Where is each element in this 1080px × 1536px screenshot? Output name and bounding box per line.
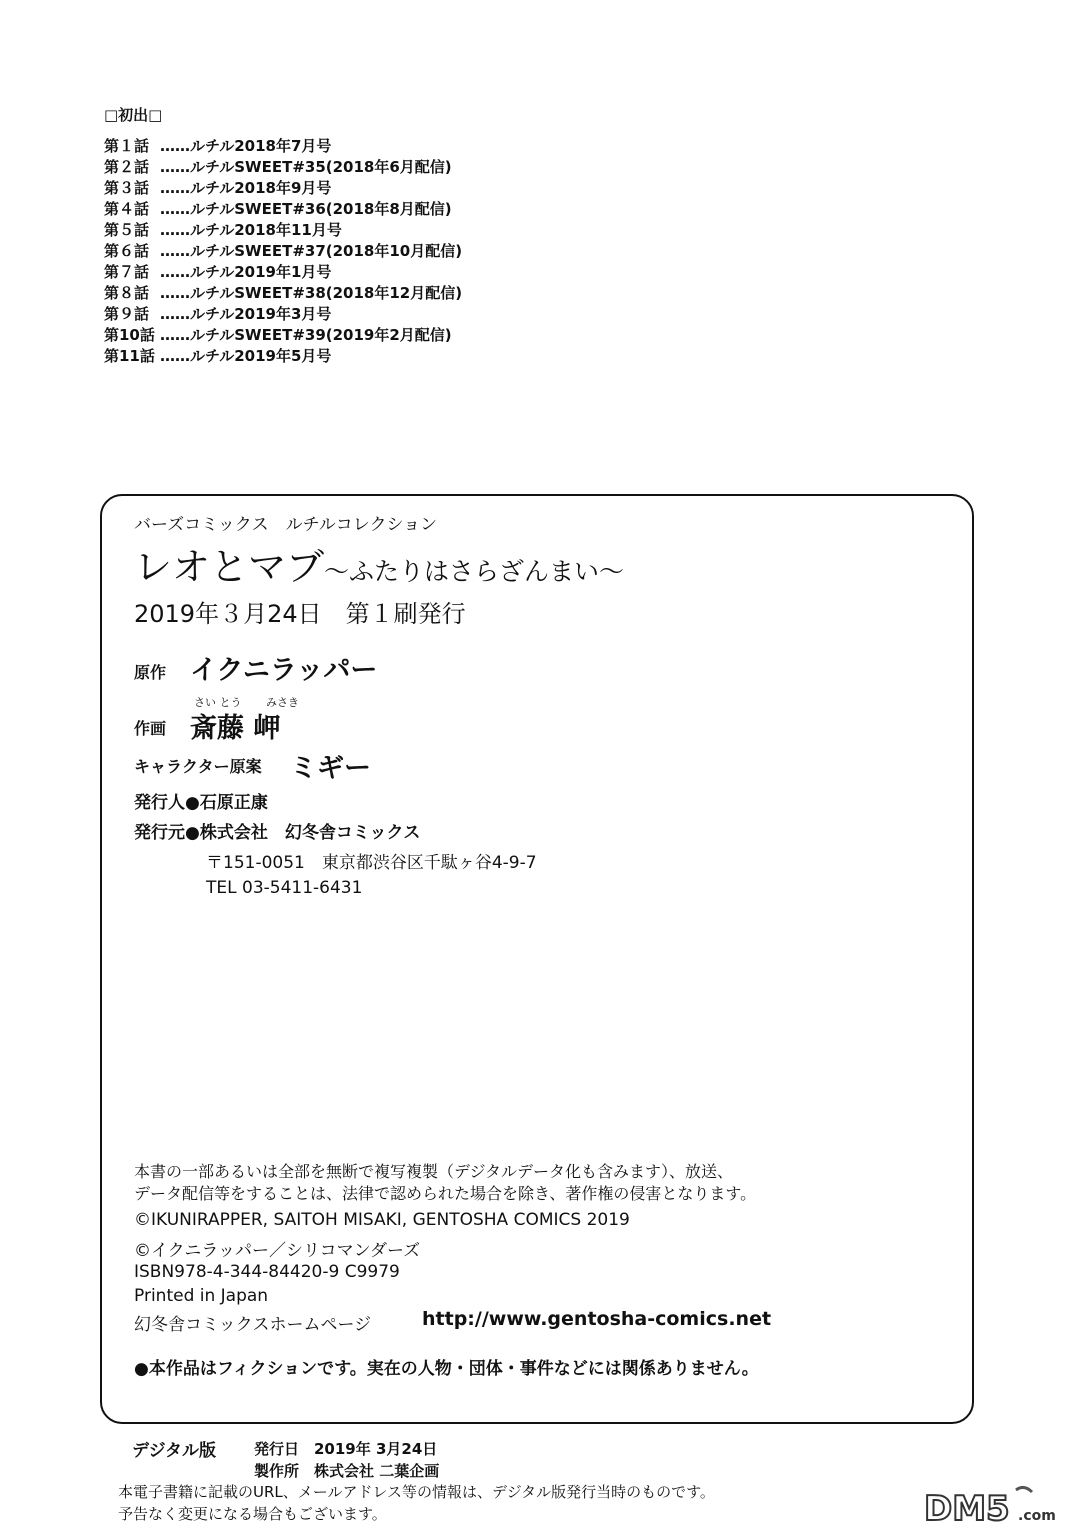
episode-number: 第５話 <box>104 221 150 239</box>
first-publication-entry <box>104 304 462 325</box>
episode-source: ……ルチル2018年9月号 <box>160 179 332 197</box>
episode-number: 第３話 <box>104 179 150 197</box>
book-subtitle: ～ふたりはさらざんまい～ <box>324 557 625 586</box>
art-label: 作画 <box>134 719 167 738</box>
episode-source: ……ルチル2019年1月号 <box>160 263 332 281</box>
episode-source: ……ルチル2018年11月号 <box>160 221 342 239</box>
original-author: イクニラッパー <box>190 655 378 686</box>
episode-source: ……ルチルSWEET#38(2018年12月配信) <box>160 284 463 302</box>
publication-date: 2019年３月24日 第１刷発行 <box>134 600 466 628</box>
series-name: バーズコミックス ルチルコレクション <box>134 515 438 535</box>
telephone: TEL 03-5411-6431 <box>206 878 363 898</box>
character-design-label: キャラクター原案 <box>134 757 262 776</box>
homepage-link[interactable]: http://www.gentosha-comics.net <box>422 1308 772 1330</box>
book-title-main: レオとマブ <box>134 545 325 589</box>
episode-number: 第10話 <box>104 326 155 344</box>
art-author: 斎藤 岬 <box>190 713 281 744</box>
first-publication-entry <box>104 346 462 367</box>
first-publication-entry <box>104 220 462 241</box>
episode-source: ……ルチル2018年7月号 <box>160 137 332 155</box>
digital-edition-label: デジタル版 <box>132 1441 216 1461</box>
first-publication-entry <box>104 262 462 283</box>
episode-number: 第４話 <box>104 200 150 218</box>
colophon-box <box>100 494 974 1424</box>
first-publication-heading: □初出□ <box>104 106 163 124</box>
first-publication-entries <box>104 136 462 367</box>
first-publication-entry <box>104 157 462 178</box>
watermark-suffix: .com <box>1018 1508 1056 1524</box>
art-ruby-surname: さい とう <box>194 696 242 709</box>
copyright-english: ©IKUNIRAPPER, SAITOH MISAKI, GENTOSHA COMICS 2019 <box>134 1210 630 1230</box>
copyright-notice-line1: 本書の一部あるいは全部を無断で複写複製（デジタルデータ化も含みます）、放送、 <box>134 1162 734 1181</box>
original-label: 原作 <box>134 663 167 682</box>
printed-in: Printed in Japan <box>134 1286 269 1306</box>
first-publication-list <box>104 104 462 367</box>
publisher-person: 発行人●石原正康 <box>134 793 268 813</box>
first-publication-entry <box>104 325 462 346</box>
digital-note-line2: 予告なく変更になる場合もございます。 <box>118 1505 387 1523</box>
episode-source: ……ルチルSWEET#36(2018年8月配信) <box>160 200 452 218</box>
episode-source: ……ルチルSWEET#35(2018年6月配信) <box>160 158 452 176</box>
episode-source: ……ルチル2019年3月号 <box>160 305 332 323</box>
digital-issue-date: 発行日 2019年 3月24日 <box>254 1440 438 1458</box>
postal-address: 〒151-0051 東京都渋谷区千駄ヶ谷4-9-7 <box>206 853 537 873</box>
fiction-notice: ●本作品はフィクションです。実在の人物・団体・事件などには関係ありません。 <box>134 1359 759 1379</box>
isbn: ISBN978-4-344-84420-9 C9979 <box>134 1262 400 1282</box>
art-ruby-given: みさき <box>266 696 299 709</box>
first-publication-entry <box>104 199 462 220</box>
episode-source: ……ルチル2019年5月号 <box>160 347 332 365</box>
dm5-watermark-logo <box>920 1482 1070 1528</box>
first-publication-entry <box>104 283 462 304</box>
episode-number: 第７話 <box>104 263 150 281</box>
episode-number: 第１話 <box>104 137 150 155</box>
episode-number: 第11話 <box>104 347 155 365</box>
episode-source: ……ルチルSWEET#37(2018年10月配信) <box>160 242 463 260</box>
dm5-logo-icon <box>920 1482 1070 1528</box>
copyright-notice-line2: データ配信等をすることは、法律で認められた場合を除き、著作権の侵害となります。 <box>134 1184 757 1203</box>
episode-source: ……ルチルSWEET#39(2019年2月配信) <box>160 326 452 344</box>
digital-note-line1: 本電子書籍に記載のURL、メールアドレス等の情報は、デジタル版発行当時のものです。 <box>118 1483 715 1501</box>
digital-edition-block <box>0 1430 1080 1536</box>
episode-number: 第８話 <box>104 284 150 302</box>
episode-number: 第６話 <box>104 242 150 260</box>
homepage-label: 幻冬舎コミックスホームページ <box>134 1315 372 1335</box>
book-title <box>134 536 624 591</box>
digital-producer: 製作所 株式会社 二葉企画 <box>254 1462 440 1480</box>
first-publication-entry <box>104 241 462 262</box>
first-publication-entry <box>104 178 462 199</box>
character-designer: ミギー <box>290 753 371 784</box>
first-publication-entry <box>104 136 462 157</box>
episode-number: 第２話 <box>104 158 150 176</box>
episode-number: 第９話 <box>104 305 150 323</box>
watermark-text: DM5 <box>924 1489 1010 1528</box>
copyright-japanese: ©イクニラッパー／シリコマンダーズ <box>134 1241 421 1261</box>
publisher-company: 発行元●株式会社 幻冬舎コミックス <box>134 823 421 843</box>
